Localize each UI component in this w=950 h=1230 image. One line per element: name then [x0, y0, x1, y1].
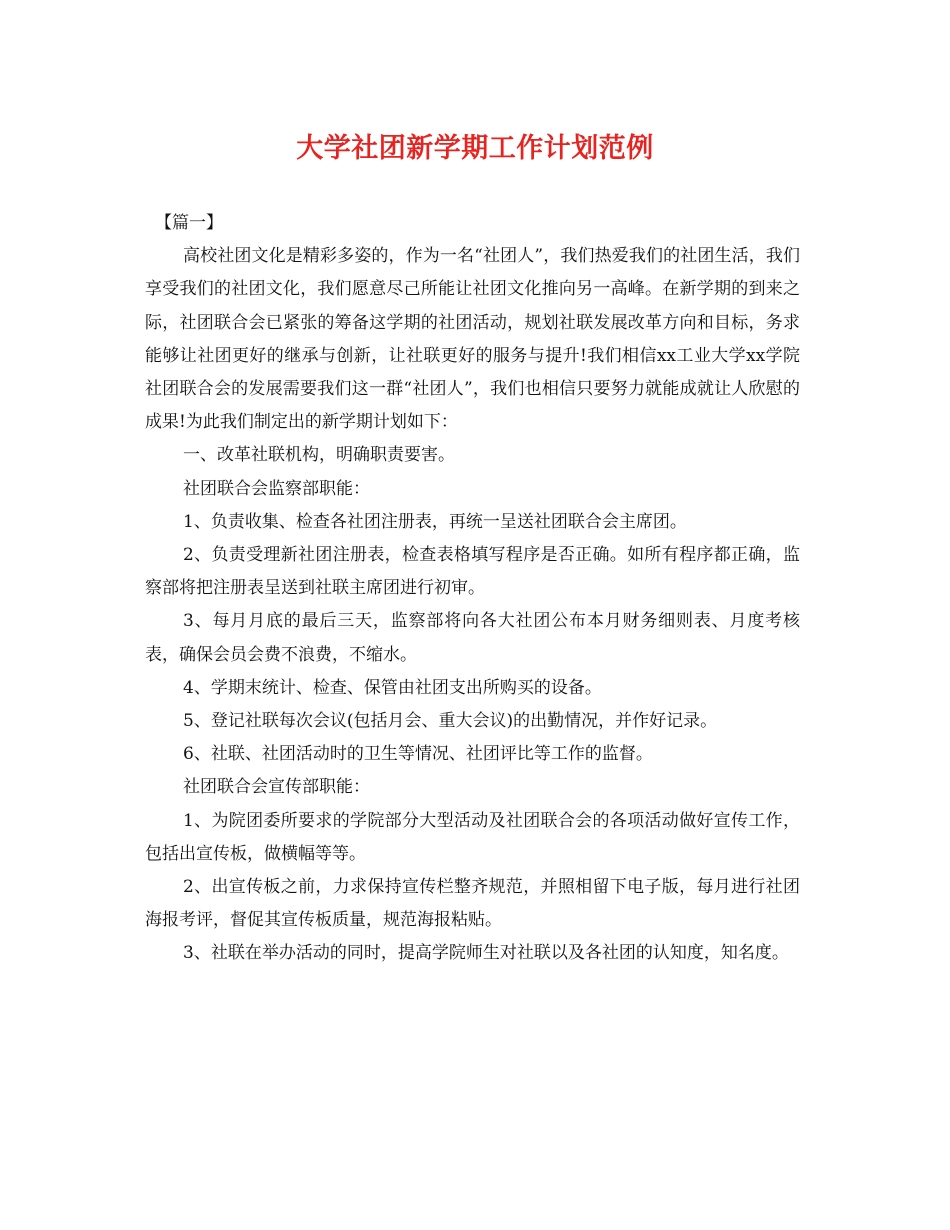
paragraph-publicity-title: 社团联合会宣传部职能： — [183, 777, 370, 798]
paragraph-intro: 高校社团文化是精彩多姿的，作为一名“社团人”，我们热爱我们的社团生活，我们享受我们的社团文化，我们愿意尽己所能让社团文化推向另一高峰。在新学期的到来之际，社团联合会已紧张的筹备这学期的社团活动，规划社联发展改革方向和目标，务求能够让社团更好的继承与创新，让社联更好的服务与提升!我们相信xx工业大学xx学院社团联合会的发展需要我们这一群“社团人”，我们也相信只要努力就能成就让人欣慰的成果!为此我们制定出的新学期计划如下： — [145, 246, 800, 433]
paragraph-supervision-3: 3、每月月底的最后三天，监察部将向各大社团公布本月财务细则表、月度考核表，确保会员会费不浪费，不缩水。 — [145, 611, 800, 665]
paragraph-publicity-3: 3、社联在举办活动的同时，提高学院师生对社联以及各社团的认知度，知名度。 — [183, 943, 789, 964]
document-title: 大学社团新学期工作计划范例 — [296, 133, 654, 164]
paragraph-publicity-1: 1、为院团委所要求的学院部分大型活动及社团联合会的各项活动做好宣传工作，包括出宣传板，做横幅等等。 — [145, 810, 800, 864]
document-body — [145, 207, 800, 971]
paragraph-supervision-title: 社团联合会监察部职能： — [183, 478, 370, 499]
section-label: 【篇一】 — [155, 213, 223, 233]
paragraph-heading-reform: 一、改革社联机构，明确职责要害。 — [183, 445, 455, 466]
paragraph-supervision-2: 2、负责受理新社团注册表，检查表格填写程序是否正确。如所有程序都正确，监察部将把注册表呈送到社联主席团进行初审。 — [145, 545, 800, 599]
paragraph-supervision-5: 5、登记社联每次会议(包括月会、重大会议)的出勤情况，并作好记录。 — [183, 711, 718, 732]
paragraph-supervision-1: 1、负责收集、检查各社团注册表，再统一呈送社团联合会主席团。 — [183, 511, 687, 532]
paragraph-publicity-2: 2、出宣传板之前，力求保持宣传栏整齐规范，并照相留下电子版，每月进行社团海报考评，督促其宣传板质量，规范海报粘贴。 — [145, 877, 800, 931]
paragraph-supervision-6: 6、社联、社团活动时的卫生等情况、社团评比等工作的监督。 — [183, 744, 653, 765]
paragraph-supervision-4: 4、学期末统计、检查、保管由社团支出所购买的设备。 — [183, 677, 602, 698]
